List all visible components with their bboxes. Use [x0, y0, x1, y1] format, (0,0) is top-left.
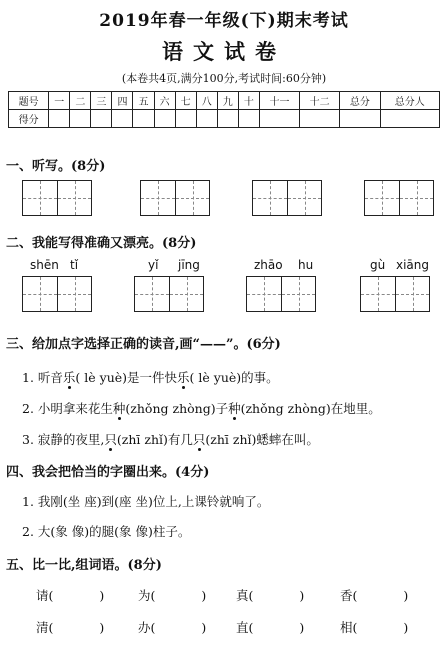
question-3-2	[22, 399, 381, 417]
question-text: ( lè yuè)是一件快	[75, 370, 178, 385]
score-header-cell: 八	[196, 92, 217, 110]
score-header-cell: 五	[133, 92, 154, 110]
score-header-cell: 总分人	[380, 92, 440, 110]
writing-cell[interactable]	[23, 277, 57, 311]
score-cell[interactable]	[133, 110, 154, 128]
score-header-cell: 总分	[340, 92, 380, 110]
section-1-title: 一、听写。(8分)	[6, 159, 106, 174]
section-5-title: 五、比一比,组词语。(8分)	[6, 558, 162, 573]
word-blank[interactable]	[236, 586, 304, 604]
dotted-char: 乐	[177, 370, 190, 385]
score-cell[interactable]	[91, 110, 112, 128]
score-header-cell: 六	[154, 92, 175, 110]
score-header-cell: 四	[112, 92, 133, 110]
writing-cell[interactable]	[175, 181, 209, 215]
score-cell[interactable]	[259, 110, 299, 128]
paren-close: )	[299, 588, 305, 603]
score-cell[interactable]	[70, 110, 91, 128]
score-cell[interactable]	[175, 110, 196, 128]
writing-cell[interactable]	[395, 277, 429, 311]
dotted-char: 种	[228, 401, 241, 416]
question-text: (zhī zhǐ)蟋蟀在叫。	[205, 432, 319, 447]
section-3-title: 三、给加点字选择正确的读音,画“——”。(6分)	[6, 337, 281, 352]
pinyin-label: xiāng	[396, 258, 430, 272]
paren-close: )	[299, 620, 305, 635]
question-text: 2. 小明拿来花生	[22, 401, 113, 416]
word-blank[interactable]	[340, 586, 408, 604]
question-3-3	[22, 430, 319, 448]
paren-close: )	[403, 620, 409, 635]
dictation-grid-4[interactable]	[364, 180, 434, 216]
score-header-cell: 二	[70, 92, 91, 110]
question-3-1	[22, 368, 279, 386]
handwriting-grid-2[interactable]	[134, 276, 204, 312]
writing-cell[interactable]	[141, 181, 175, 215]
score-row-label: 得分	[9, 110, 49, 128]
dictation-grid-2[interactable]	[140, 180, 210, 216]
dotted-char: 乐	[62, 370, 76, 385]
question-text: ( lè yuè)的事。	[189, 370, 279, 385]
writing-cell[interactable]	[361, 277, 395, 311]
writing-cell[interactable]	[399, 181, 433, 215]
word-prompt: 真(	[236, 588, 254, 603]
paren-close: )	[201, 588, 207, 603]
question-text: 3. 寂静的夜里,	[22, 432, 105, 447]
score-header-cell: 题号	[9, 92, 49, 110]
question-4-2: 2. 大(象 像)的腿(象 像)柱子。	[22, 524, 191, 539]
paren-close: )	[99, 588, 105, 603]
handwriting-grid-4[interactable]	[360, 276, 430, 312]
writing-cell[interactable]	[169, 277, 203, 311]
score-cell[interactable]	[380, 110, 440, 128]
word-blank[interactable]	[236, 618, 304, 636]
question-4-1: 1. 我刚(坐 座)到(座 坐)位上,上课铃就响了。	[22, 494, 270, 509]
score-header-cell: 三	[91, 92, 112, 110]
word-prompt: 办(	[138, 620, 156, 635]
section-2-title: 二、我能写得准确又漂亮。(8分)	[6, 236, 197, 251]
dotted-char: 只	[192, 432, 206, 447]
pinyin-label: zhāo	[254, 258, 283, 272]
exam-note: (本卷共4页,满分100分,考试时间:60分钟)	[121, 72, 327, 85]
score-cell[interactable]	[49, 110, 70, 128]
dictation-grid-1[interactable]	[22, 180, 92, 216]
score-header-cell: 十一	[259, 92, 299, 110]
question-text: (zhī zhǐ)有几	[116, 432, 193, 447]
word-prompt: 为(	[138, 588, 156, 603]
pinyin-label: jīng	[178, 258, 200, 272]
score-cell[interactable]	[196, 110, 217, 128]
word-blank[interactable]	[138, 586, 206, 604]
paren-close: )	[99, 620, 105, 635]
score-header-cell: 十	[238, 92, 259, 110]
score-table-score-row	[9, 110, 440, 128]
dotted-char: 只	[104, 432, 117, 447]
score-cell[interactable]	[217, 110, 238, 128]
writing-cell[interactable]	[287, 181, 321, 215]
score-header-cell: 十二	[300, 92, 340, 110]
word-prompt: 清(	[36, 620, 54, 635]
section-4-title: 四、我会把恰当的字圈出来。(4分)	[6, 465, 210, 480]
question-text: (zhǒng zhòng)在地里。	[240, 401, 381, 416]
word-blank[interactable]	[138, 618, 206, 636]
handwriting-grid-3[interactable]	[246, 276, 316, 312]
score-table	[8, 91, 440, 128]
pinyin-label: gù	[370, 258, 386, 272]
score-cell[interactable]	[112, 110, 133, 128]
pinyin-label: hu	[298, 258, 314, 272]
score-cell[interactable]	[154, 110, 175, 128]
dotted-char: 种	[112, 401, 126, 416]
writing-cell[interactable]	[135, 277, 169, 311]
writing-cell[interactable]	[57, 181, 91, 215]
word-blank[interactable]	[36, 618, 104, 636]
writing-cell[interactable]	[365, 181, 399, 215]
word-blank[interactable]	[340, 618, 408, 636]
paren-close: )	[201, 620, 207, 635]
writing-cell[interactable]	[23, 181, 57, 215]
dictation-grid-3[interactable]	[252, 180, 322, 216]
score-cell[interactable]	[340, 110, 380, 128]
word-prompt: 香(	[340, 588, 358, 603]
score-table-header-row	[9, 92, 440, 110]
word-prompt: 相(	[340, 620, 358, 635]
writing-cell[interactable]	[57, 277, 91, 311]
exam-title: 2019年春一年级(下)期末考试	[99, 11, 349, 31]
paper-title: 语文试卷	[162, 39, 286, 64]
score-header-cell: 九	[217, 92, 238, 110]
pinyin-label: tǐ	[70, 258, 79, 272]
score-cell[interactable]	[300, 110, 340, 128]
question-text: (zhǒng zhòng)子	[125, 401, 229, 416]
word-prompt: 请(	[36, 588, 54, 603]
writing-cell[interactable]	[247, 277, 281, 311]
score-header-cell: 一	[49, 92, 70, 110]
word-prompt: 直(	[236, 620, 254, 635]
score-header-cell: 七	[175, 92, 196, 110]
word-blank[interactable]	[36, 586, 104, 604]
writing-cell[interactable]	[253, 181, 287, 215]
handwriting-grid-1[interactable]	[22, 276, 92, 312]
pinyin-label: yǐ	[148, 258, 159, 272]
score-cell[interactable]	[238, 110, 259, 128]
writing-cell[interactable]	[281, 277, 315, 311]
paren-close: )	[403, 588, 409, 603]
pinyin-label: shēn	[30, 258, 59, 272]
question-text: 1. 听音	[22, 370, 63, 385]
